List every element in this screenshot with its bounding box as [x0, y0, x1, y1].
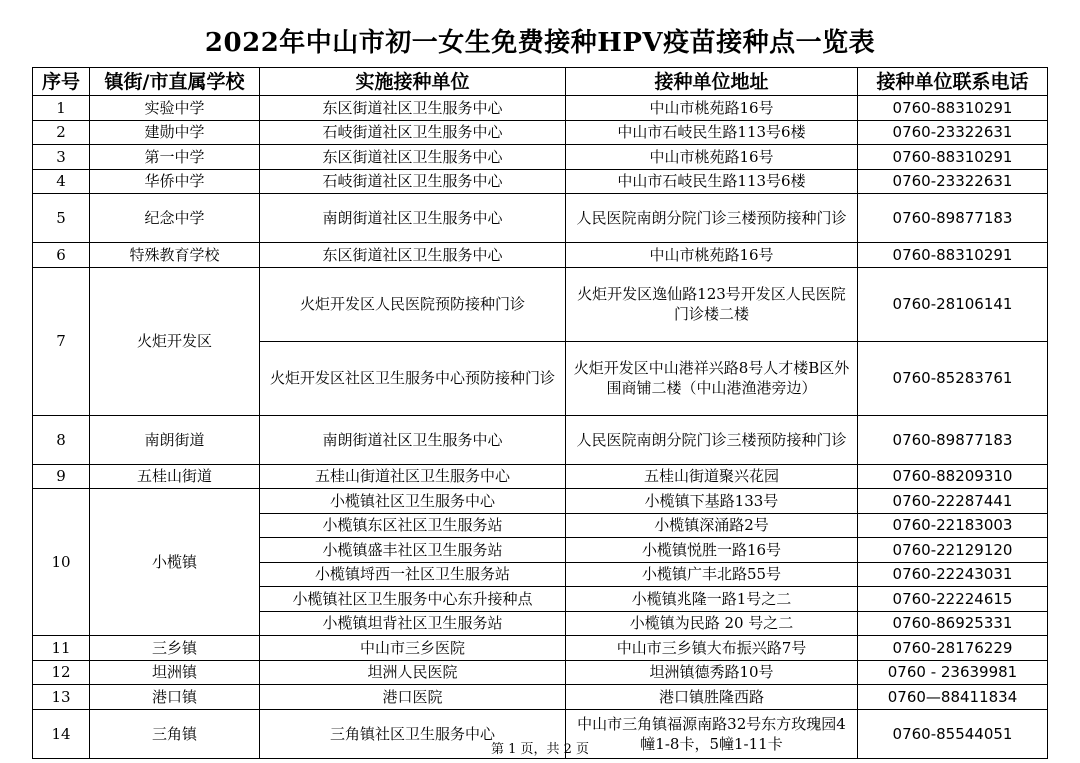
cell-phone: 0760-23322631	[858, 120, 1048, 145]
cell-phone: 0760-89877183	[858, 194, 1048, 243]
cell-address: 人民医院南朗分院门诊三楼预防接种门诊	[566, 415, 858, 464]
cell-address: 火炬开发区逸仙路123号开发区人民医院门诊楼二楼	[566, 267, 858, 341]
cell-phone: 0760-28106141	[858, 267, 1048, 341]
cell-phone: 0760-22183003	[858, 513, 1048, 538]
cell-phone: 0760-86925331	[858, 611, 1048, 636]
cell-address: 小榄镇悦胜一路16号	[566, 538, 858, 563]
cell-address: 小榄镇下基路133号	[566, 489, 858, 514]
cell-no: 3	[33, 145, 90, 170]
cell-phone: 0760—88411834	[858, 685, 1048, 710]
table-row	[33, 464, 1048, 489]
cell-address: 小榄镇为民路 20 号之二	[566, 611, 858, 636]
table-row	[33, 660, 1048, 685]
cell-phone: 0760-22224615	[858, 587, 1048, 612]
cell-school: 建勋中学	[90, 120, 260, 145]
cell-unit: 小榄镇东区社区卫生服务站	[260, 513, 566, 538]
cell-address: 小榄镇广丰北路55号	[566, 562, 858, 587]
cell-unit: 东区街道社区卫生服务中心	[260, 145, 566, 170]
table-row	[33, 685, 1048, 710]
table-row	[33, 145, 1048, 170]
cell-phone: 0760-89877183	[858, 415, 1048, 464]
cell-address: 坦洲镇德秀路10号	[566, 660, 858, 685]
cell-address: 五桂山街道聚兴花园	[566, 464, 858, 489]
cell-no: 11	[33, 636, 90, 661]
cell-address: 中山市三乡镇大布振兴路7号	[566, 636, 858, 661]
header-address: 接种单位地址	[566, 68, 858, 96]
cell-unit: 石岐街道社区卫生服务中心	[260, 169, 566, 194]
cell-address: 中山市石岐民生路113号6楼	[566, 169, 858, 194]
table-header-row	[33, 68, 1048, 96]
table-row	[33, 120, 1048, 145]
cell-no: 10	[33, 489, 90, 636]
cell-school: 纪念中学	[90, 194, 260, 243]
cell-no: 4	[33, 169, 90, 194]
cell-unit: 中山市三乡医院	[260, 636, 566, 661]
cell-unit: 港口医院	[260, 685, 566, 710]
cell-school: 火炬开发区	[90, 267, 260, 415]
cell-no: 13	[33, 685, 90, 710]
cell-unit: 五桂山街道社区卫生服务中心	[260, 464, 566, 489]
cell-unit: 小榄镇盛丰社区卫生服务站	[260, 538, 566, 563]
cell-address: 中山市石岐民生路113号6楼	[566, 120, 858, 145]
cell-address: 小榄镇兆隆一路1号之二	[566, 587, 858, 612]
cell-phone: 0760-22243031	[858, 562, 1048, 587]
cell-no: 5	[33, 194, 90, 243]
vaccination-sites-table	[32, 67, 1048, 759]
cell-unit: 东区街道社区卫生服务中心	[260, 243, 566, 268]
cell-unit: 三角镇社区卫生服务中心	[260, 709, 566, 758]
cell-school: 五桂山街道	[90, 464, 260, 489]
cell-school: 实验中学	[90, 96, 260, 121]
page-title: 2022年中山市初一女生免费接种HPV疫苗接种点一览表	[204, 28, 876, 58]
header-no: 序号	[33, 68, 90, 96]
cell-unit: 东区街道社区卫生服务中心	[260, 96, 566, 121]
cell-unit: 石岐街道社区卫生服务中心	[260, 120, 566, 145]
cell-no: 6	[33, 243, 90, 268]
cell-phone: 0760-88310291	[858, 145, 1048, 170]
cell-unit: 南朗街道社区卫生服务中心	[260, 194, 566, 243]
cell-phone: 0760-22287441	[858, 489, 1048, 514]
cell-address: 中山市三角镇福源南路32号东方玫瑰园4幢1-8卡，5幢1-11卡	[566, 709, 858, 758]
cell-unit: 南朗街道社区卫生服务中心	[260, 415, 566, 464]
cell-school: 三乡镇	[90, 636, 260, 661]
cell-school: 南朗街道	[90, 415, 260, 464]
cell-school: 港口镇	[90, 685, 260, 710]
cell-no: 1	[33, 96, 90, 121]
cell-unit: 小榄镇社区卫生服务中心	[260, 489, 566, 514]
cell-school: 第一中学	[90, 145, 260, 170]
cell-phone: 0760-85283761	[858, 341, 1048, 415]
table-row	[33, 267, 1048, 341]
header-unit: 实施接种单位	[260, 68, 566, 96]
cell-school: 坦洲镇	[90, 660, 260, 685]
cell-address: 港口镇胜隆西路	[566, 685, 858, 710]
cell-address: 人民医院南朗分院门诊三楼预防接种门诊	[566, 194, 858, 243]
cell-address: 小榄镇深涌路2号	[566, 513, 858, 538]
cell-phone: 0760-85544051	[858, 709, 1048, 758]
cell-unit: 坦洲人民医院	[260, 660, 566, 685]
cell-unit: 火炬开发区人民医院预防接种门诊	[260, 267, 566, 341]
cell-unit: 小榄镇埒西一社区卫生服务站	[260, 562, 566, 587]
cell-no: 8	[33, 415, 90, 464]
table-row	[33, 636, 1048, 661]
table-row	[33, 489, 1048, 514]
cell-unit: 火炬开发区社区卫生服务中心预防接种门诊	[260, 341, 566, 415]
cell-school: 特殊教育学校	[90, 243, 260, 268]
cell-phone: 0760-88310291	[858, 243, 1048, 268]
page-footer: 第 1 页，共 2 页	[490, 742, 590, 757]
header-school: 镇街/市直属学校	[90, 68, 260, 96]
table-row	[33, 243, 1048, 268]
cell-address: 中山市桃苑路16号	[566, 243, 858, 268]
cell-school: 华侨中学	[90, 169, 260, 194]
table-row	[33, 415, 1048, 464]
cell-school: 小榄镇	[90, 489, 260, 636]
cell-phone: 0760-88209310	[858, 464, 1048, 489]
cell-unit: 小榄镇坦背社区卫生服务站	[260, 611, 566, 636]
cell-phone: 0760-88310291	[858, 96, 1048, 121]
cell-phone: 0760-22129120	[858, 538, 1048, 563]
cell-phone: 0760 - 23639981	[858, 660, 1048, 685]
table-row	[33, 96, 1048, 121]
cell-phone: 0760-23322631	[858, 169, 1048, 194]
cell-no: 7	[33, 267, 90, 415]
cell-no: 14	[33, 709, 90, 758]
cell-no: 12	[33, 660, 90, 685]
cell-no: 2	[33, 120, 90, 145]
header-phone: 接种单位联系电话	[858, 68, 1048, 96]
cell-address: 火炬开发区中山港祥兴路8号人才楼B区外围商铺二楼（中山港渔港旁边）	[566, 341, 858, 415]
table-row	[33, 169, 1048, 194]
cell-no: 9	[33, 464, 90, 489]
cell-phone: 0760-28176229	[858, 636, 1048, 661]
table-row	[33, 194, 1048, 243]
cell-address: 中山市桃苑路16号	[566, 145, 858, 170]
cell-address: 中山市桃苑路16号	[566, 96, 858, 121]
cell-school: 三角镇	[90, 709, 260, 758]
cell-unit: 小榄镇社区卫生服务中心东升接种点	[260, 587, 566, 612]
